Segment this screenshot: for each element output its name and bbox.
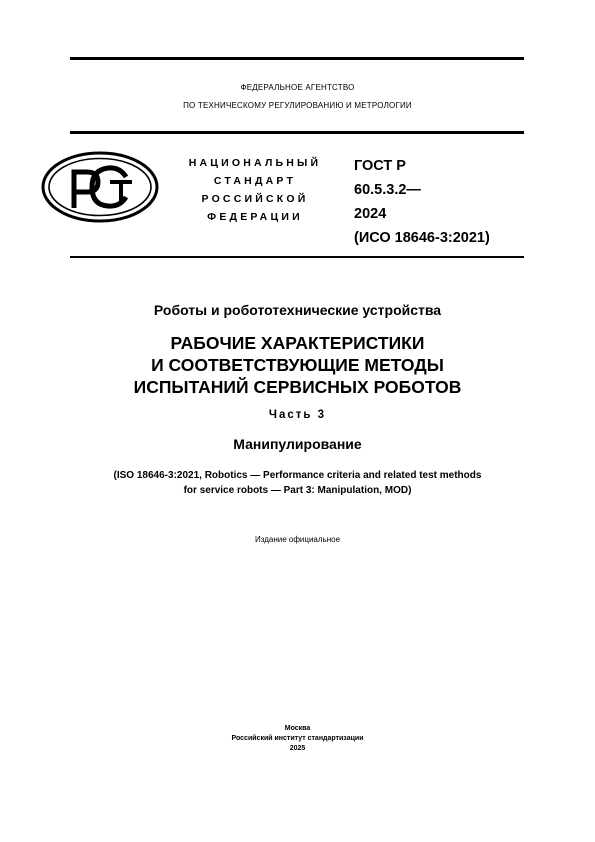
part-name: Манипулирование: [233, 436, 362, 452]
gost-line-4: (ИСО 18646-3:2021): [354, 230, 490, 246]
document-title: [0, 332, 595, 398]
agency-line-1: ФЕДЕРАЛЬНОЕ АГЕНТСТВО: [240, 83, 355, 92]
national-standard-label: [176, 154, 334, 226]
title-line-1: РАБОЧИЕ ХАРАКТЕРИСТИКИ: [170, 333, 425, 353]
document-subtitle: Роботы и робототехнические устройства: [153, 302, 442, 318]
gost-line-1: ГОСТ Р: [354, 158, 406, 174]
national-line-1: НАЦИОНАЛЬНЫЙ: [188, 157, 322, 169]
standard-rule: [70, 256, 524, 258]
iso-line-2: for service robots — Part 3: Manipulation, MOD): [183, 485, 412, 496]
title-line-2: И СООТВЕТСТВУЮЩИЕ МЕТОДЫ: [151, 355, 444, 375]
gost-line-3: 2024: [354, 206, 387, 222]
official-edition-label: Издание официальное: [254, 535, 341, 544]
national-line-4: ФЕДЕРАЦИИ: [207, 211, 303, 223]
iso-reference: [0, 468, 595, 498]
gost-designation: [354, 154, 490, 250]
title-line-3: ИСПЫТАНИЙ СЕРВИСНЫХ РОБОТОВ: [133, 377, 462, 397]
national-line-3: РОССИЙСКОЙ: [201, 193, 309, 205]
gost-line-2: 60.5.3.2—: [354, 182, 421, 198]
national-line-2: СТАНДАРТ: [213, 175, 297, 187]
part-label: Часть 3: [268, 409, 327, 421]
agency-line-2: ПО ТЕХНИЧЕСКОМУ РЕГУЛИРОВАНИЮ И МЕТРОЛОГИИ: [183, 101, 412, 110]
header-rule: [70, 131, 524, 134]
footer-year: 2025: [289, 745, 306, 752]
top-rule: [70, 57, 524, 60]
iso-line-1: (ISO 18646-3:2021, Robotics — Performance criteria and related test methods: [113, 470, 482, 481]
rst-logo-icon: [40, 150, 160, 224]
footer-city: Москва: [284, 725, 311, 732]
publisher-footer: [0, 724, 595, 754]
footer-institute: Российский институт стандартизации: [231, 735, 364, 742]
